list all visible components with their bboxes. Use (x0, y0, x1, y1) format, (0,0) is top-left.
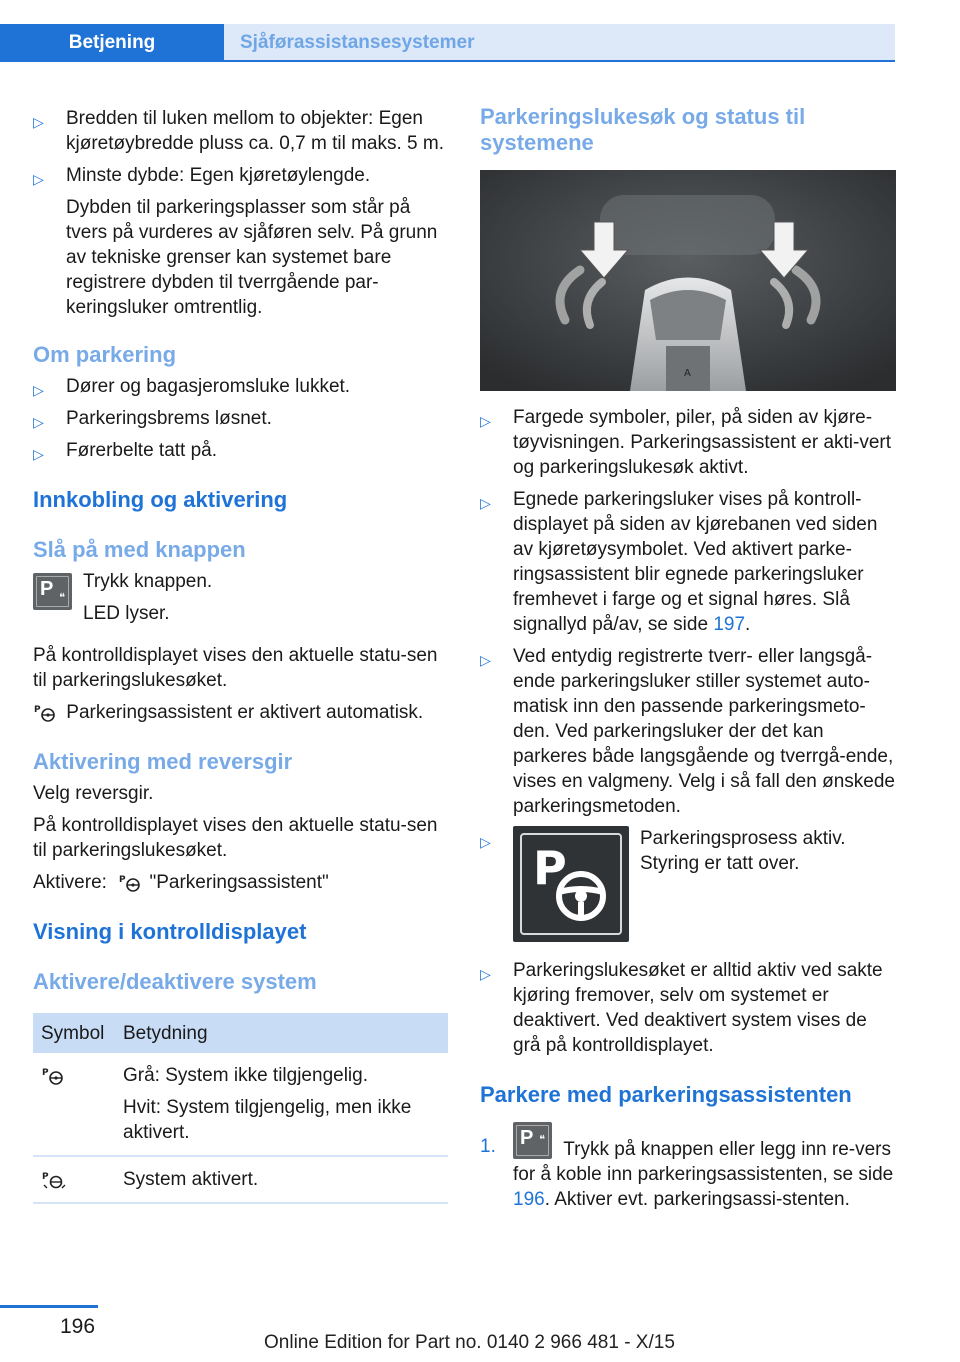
bullet-triangle-icon: ▷ (33, 382, 44, 398)
page-link-196[interactable]: 196 (513, 1189, 545, 1210)
tab-betjening[interactable]: Betjening (0, 24, 224, 62)
section-heading: Parkeringslukesøk og status til systemene (480, 104, 806, 155)
svg-text:P: P (42, 1067, 49, 1078)
parking-assistant-button-icon: P ❝ (33, 573, 72, 610)
bullet-triangle-icon: ▷ (480, 652, 491, 668)
svg-text:P: P (533, 841, 567, 895)
list-item: ▷ Fargede symboler, piler, på siden av kjøre‐tøyvisningen. Parkeringsassistent er akti‐vert og parkeringslukesøk aktivt. (480, 407, 892, 478)
section-heading: Innkobling og aktivering (33, 487, 288, 512)
table-row: P Grå: System ikke tilgjengelig. Hvit: System tilgjengelig, men ikke aktivert. (33, 1053, 448, 1156)
section-heading: Om parkering (33, 342, 177, 367)
list-item: ▷ Dører og bagasjeromsluke lukket. (33, 374, 448, 399)
parking-display-photo (480, 170, 896, 391)
page-number: 196 (60, 1315, 96, 1338)
list-item: ▷ Ved entydig registrerte tverr- eller langsgå‐ende parkeringsluker stiller systemet auto‐matisk inn den passende parkeringsmeto‐den. Ved parkeringsluker der det kan parkeres både langsgående og tverrgå‐ende, vises en valgmeny. Velg i så fall den ønskede parkeringsmetoden. (480, 646, 895, 817)
list-item-continuation: Dybden til parkeringsplasser som står på tvers på vurderes av sjåføren selv. På grunn av tekniske grenser kan systemet bare registrere dybden til tverrgående par‐keringsluker omtrentlig. (66, 197, 438, 318)
list-item: ▷ P Parkeringsprosess aktiv. Styring er tatt over. (480, 826, 896, 944)
right-column (480, 100, 896, 1212)
tab-sjaforassistansesystemer[interactable]: Sjåførassistansesystemer (224, 24, 895, 62)
parking-steering-icon (33, 703, 59, 723)
page-header (0, 0, 895, 62)
parking-process-active-icon (513, 826, 629, 942)
section-heading: Parkere med parkeringsassistenten (480, 1082, 852, 1107)
paragraph: P Parkeringsassistent er aktivert automatisk. (34, 702, 424, 723)
page-link-197[interactable]: 197 (713, 614, 746, 635)
list-item: ▷ Egnede parkeringsluker vises på kontroll‐displayet på siden av kjørebanen ved siden av kjøretøysymbolet. Ved aktivert parke‐ringsassistent blir egnede parkeringsluker fremhevet i farge og et signal høres. Slå signallyd på/av, se side 197. (480, 489, 878, 635)
section-heading: Visning i kontrolldisplayet (33, 919, 307, 944)
bullet-triangle-icon: ▷ (33, 171, 44, 187)
bullet-triangle-icon: ▷ (480, 495, 491, 511)
svg-text:P: P (42, 1171, 49, 1182)
header-divider (0, 60, 895, 62)
bullet-triangle-icon: ▷ (480, 834, 491, 850)
list-item: ▷ Bredden til luken mellom to objekter: Egen kjøretøybredde pluss ca. 0,7 m til maks. 5 m. (33, 108, 445, 154)
parking-steering-grey-icon (41, 1066, 67, 1086)
table-row: P System aktivert. (33, 1156, 448, 1203)
button-instruction: P ❝ Trykk knappen. LED lyser. (33, 569, 448, 629)
step-item: 1. P ❝ Trykk på knappen eller legg inn re‐vers for å koble inn parkeringsassistenten, se side 196. Aktiver evt. parkeringsassi‐stenten. (480, 1122, 896, 1212)
parking-steering-arrows-icon (41, 1170, 67, 1190)
table-header-symbol: Symbol (33, 1013, 115, 1053)
subsection-heading: Aktivere/deaktivere system (33, 969, 317, 994)
svg-text:P: P (34, 704, 41, 715)
bullet-triangle-icon: ▷ (33, 414, 44, 430)
subsection-heading: Aktivering med reversgir (33, 749, 293, 774)
aktivere-line: Aktivere: P "Parkeringsassistent" (33, 872, 329, 893)
symbol-table (33, 1013, 448, 1204)
svg-text:A: A (684, 368, 691, 379)
bullet-triangle-icon: ▷ (33, 446, 44, 462)
left-column: ▷ Bredden til luken mellom to objekter: Egen kjøretøybredde pluss ca. 0,7 m til maks. 5 m. ▷ Minste dybde: Egen kjøretøylengde. Dybden til parkeringsplasser som står på tvers på vurderes av sjåføren selv. På grunn av tekniske grenser kan systemet bare registrere dybden til tverrgående par‐keringsluker omtrentlig. Om parkering ▷ Dører og bagasjeromsluke lukket. ▷ Parkeringsbrems løsnet. ▷ Førerbelte tatt på. Innkobling og aktivering Slå på med knappen P ❝ Trykk knappen. LED lyser. På kontrolldisplayet vises den aktuelle statu‐sen til parkeringslukesøket. P Parkeringsassistent er aktivert automatisk. Aktivering med reversgir Velg reversgir. På kontrolldisplayet vises den aktuelle statu‐sen til parkeringslukesøket. Aktivere: P "Parkeringsassistent" Visning i kontrolldisplayet Aktivere/deaktivere system Symbol Betydning P Grå: System ikke tilgjengelig. Hvit: System tilgjengelig, men ikke aktivert. P System aktivert. (33, 100, 448, 1204)
list-item: ▷ Parkeringslukesøket er alltid aktiv ved sakte kjøring fremover, selv om systemet er deaktivert. Ved deaktivert system vises de grå på kontrolldisplayet. (480, 960, 883, 1056)
bullet-triangle-icon: ▷ (33, 114, 44, 130)
list-item: ▷ Minste dybde: Egen kjøretøylengde. Dybden til parkeringsplasser som står på tvers på vurderes av sjåføren selv. På grunn av tekniske grenser kan systemet bare registrere dybden til tverrgående par‐keringsluker omtrentlig. (33, 163, 448, 320)
list-item: ▷ Førerbelte tatt på. (33, 438, 448, 463)
list-item: ▷ Parkeringsbrems løsnet. (33, 406, 448, 431)
parking-steering-icon (118, 873, 144, 893)
bullet-triangle-icon: ▷ (480, 966, 491, 982)
subsection-heading: Slå på med knappen (33, 537, 246, 562)
edition-text: Online Edition for Part no. 0140 2 966 481 - X/15 (264, 1332, 675, 1353)
footer-divider (0, 1305, 98, 1308)
paragraph: På kontrolldisplayet vises den aktuelle statu‐sen til parkeringslukesøket. (33, 645, 438, 691)
svg-text:P: P (119, 874, 126, 885)
table-header-meaning: Betydning (115, 1013, 448, 1053)
bullet-triangle-icon: ▷ (480, 413, 491, 429)
parking-assistant-button-icon: P ❝ (513, 1122, 552, 1159)
